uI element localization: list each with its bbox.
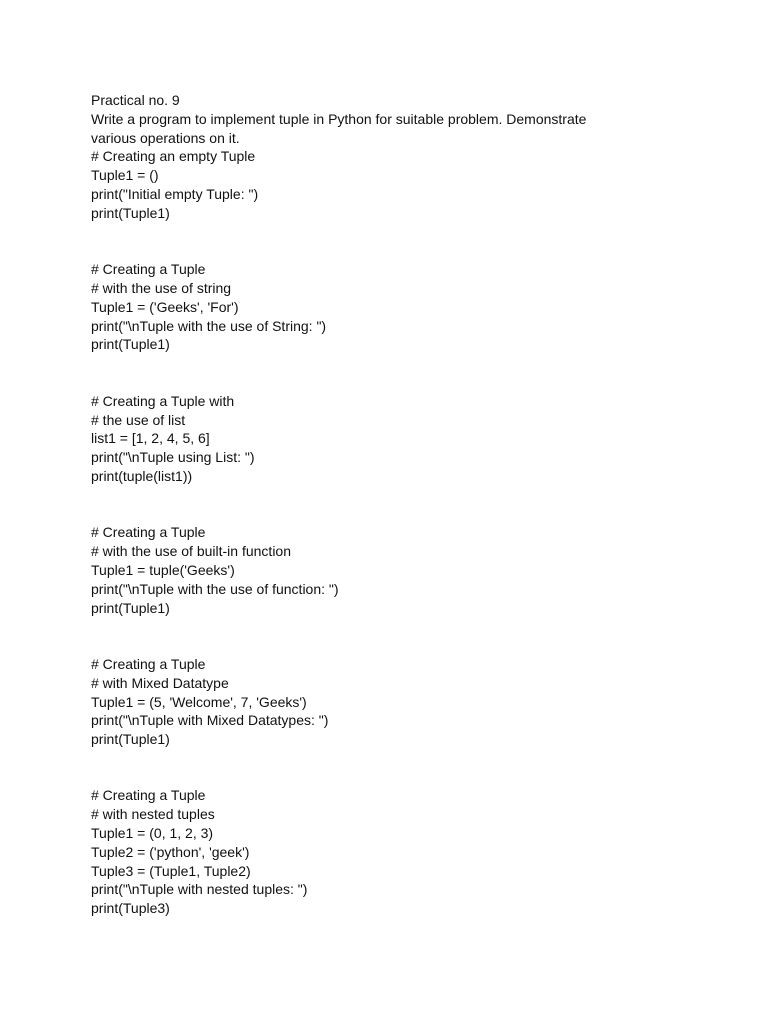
document-intro (91, 91, 691, 223)
code-line: # the use of list (91, 411, 186, 428)
code-line: print("\nTuple with the use of function: ") (91, 580, 339, 597)
code-line: Tuple3 = (Tuple1, Tuple2) (91, 862, 251, 879)
code-line: # with Mixed Datatype (91, 674, 229, 691)
code-line: # Creating a Tuple (91, 655, 206, 672)
code-line: # Creating a Tuple with (91, 392, 235, 409)
code-line: # Creating a Tuple (91, 261, 206, 278)
code-block-builtin-function (91, 523, 691, 617)
code-block-nested-tuples (91, 786, 691, 918)
code-line: print(Tuple1) (91, 731, 170, 748)
code-line: Tuple1 = tuple('Geeks') (91, 561, 235, 578)
code-line: print(Tuple1) (91, 599, 170, 616)
code-line: Tuple1 = (5, 'Welcome', 7, 'Geeks') (91, 693, 307, 710)
code-line: print("\nTuple using List: ") (91, 449, 255, 466)
document-page (91, 91, 691, 918)
code-line: Tuple1 = (0, 1, 2, 3) (91, 825, 214, 842)
code-line: print(Tuple1) (91, 204, 170, 221)
code-block-string-tuple (91, 260, 691, 354)
code-block-list-tuple (91, 392, 691, 486)
code-line: # Creating an empty Tuple (91, 148, 256, 165)
code-line: print("\nTuple with nested tuples: ") (91, 881, 308, 898)
practical-title: Practical no. 9 (91, 92, 180, 108)
code-block-mixed-datatype (91, 655, 691, 749)
code-line: print(Tuple1) (91, 336, 170, 353)
code-line: # with the use of built-in function (91, 543, 292, 560)
code-line: list1 = [1, 2, 4, 5, 6] (91, 430, 210, 447)
code-line: print("\nTuple with Mixed Datatypes: ") (91, 712, 329, 729)
code-line: Tuple2 = ('python', 'geek') (91, 843, 250, 860)
code-line: print("Initial empty Tuple: ") (91, 185, 259, 202)
code-line: Tuple1 = ('Geeks', 'For') (91, 298, 239, 315)
code-line: # with nested tuples (91, 806, 215, 823)
code-line: print(tuple(list1)) (91, 467, 193, 484)
code-line: # Creating a Tuple (91, 787, 206, 804)
aim-text-line-1: Write a program to implement tuple in Python for suitable problem. Demonstrate (91, 110, 587, 127)
code-line: # Creating a Tuple (91, 524, 206, 541)
aim-text-line-2: various operations on it. (91, 129, 240, 146)
code-line: print(Tuple3) (91, 900, 170, 917)
code-line: print("\nTuple with the use of String: ") (91, 317, 327, 334)
code-line: # with the use of string (91, 279, 232, 296)
code-line: Tuple1 = () (91, 167, 159, 184)
